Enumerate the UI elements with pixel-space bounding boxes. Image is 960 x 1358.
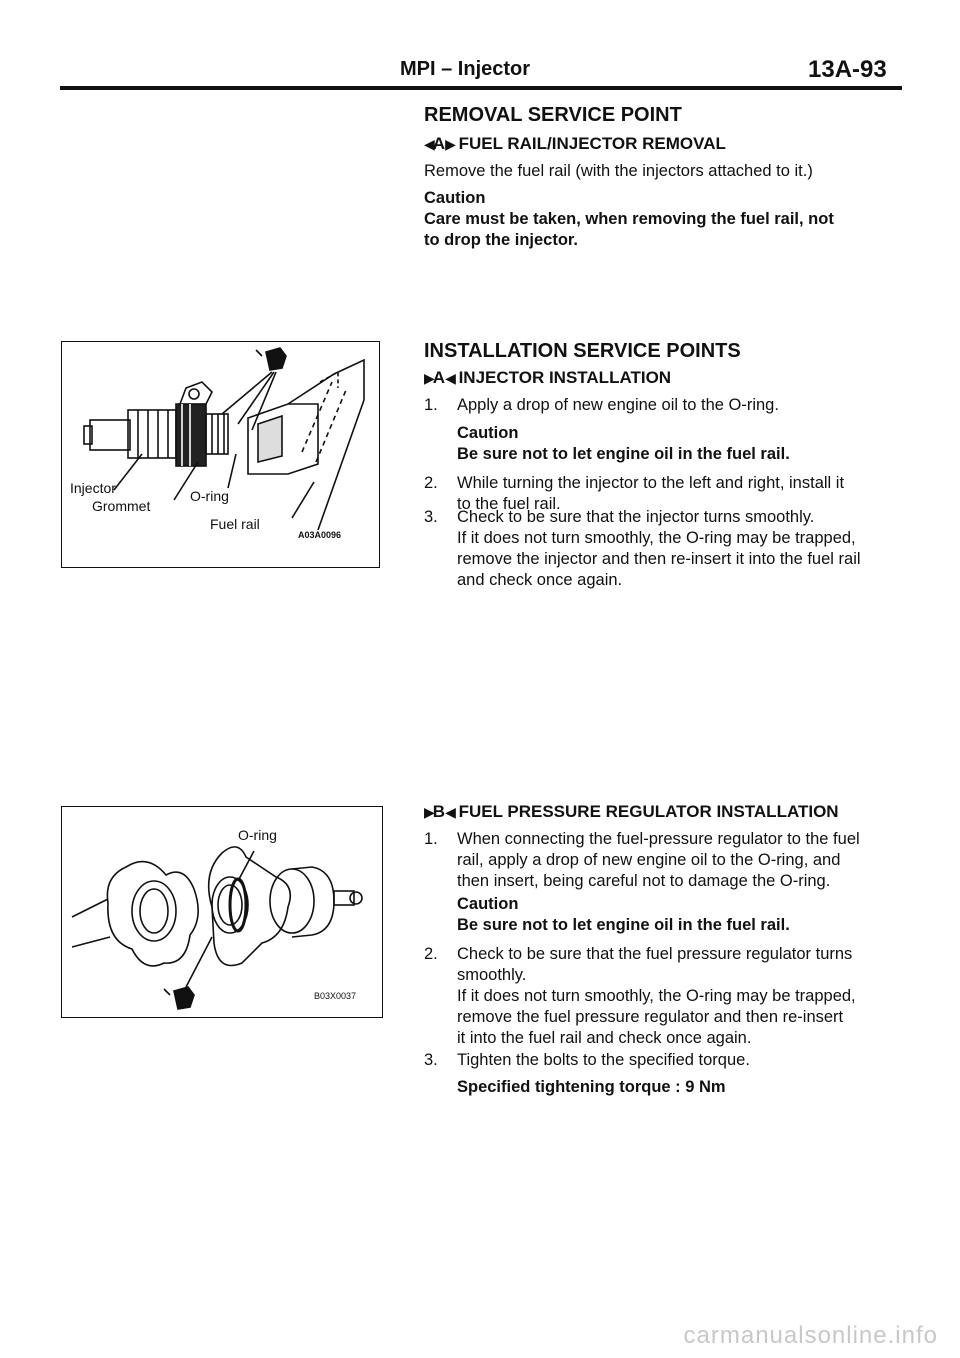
regulator-caution-label: Caution: [457, 895, 519, 913]
o-ring-label: O-ring: [238, 827, 277, 843]
step-line: remove the fuel pressure regulator and then re-insert: [457, 1008, 844, 1026]
removal-sub-label: A: [432, 134, 446, 153]
step-number: 1.: [424, 396, 438, 414]
step-line: If it does not turn smoothly, the O-ring may be trapped,: [457, 987, 856, 1005]
grommet-label: Grommet: [92, 498, 151, 514]
left-triangle-icon: ◀: [445, 804, 454, 820]
step-line: rail, apply a drop of new engine oil to the O-ring, and: [457, 851, 841, 869]
removal-subheading: [424, 134, 726, 154]
step-number: 3.: [424, 1051, 438, 1069]
injector-installation-subheading: [424, 368, 671, 388]
regulator-caution-text: Be sure not to let engine oil in the fuel rail.: [457, 916, 790, 934]
removal-sub-title: FUEL RAIL/INJECTOR REMOVAL: [458, 134, 726, 153]
injector-label: Injector: [70, 480, 116, 496]
left-triangle-icon: ◀: [424, 136, 433, 152]
step-line: While turning the injector to the left and right, install it: [457, 474, 845, 492]
watermark: carmanualsonline.info: [683, 1322, 938, 1349]
step-line: it into the fuel rail and check once again.: [457, 1029, 752, 1047]
step-line: then insert, being careful not to damage the O-ring.: [457, 872, 831, 890]
step-number: 2.: [424, 945, 438, 963]
step-line: When connecting the fuel-pressure regulator to the fuel: [457, 830, 860, 848]
regulator-installation-title: FUEL PRESSURE REGULATOR INSTALLATION: [458, 802, 839, 821]
injector-caution-text: Be sure not to let engine oil in the fuel rail.: [457, 445, 790, 463]
step-number: 3.: [424, 508, 438, 526]
step-line: smoothly.: [457, 966, 527, 984]
step-line: remove the injector and then re-insert it into the fuel rail: [457, 550, 861, 568]
o-ring-label: O-ring: [190, 488, 229, 504]
header-rule: [60, 86, 902, 90]
oil-can-icon: [164, 987, 194, 1009]
injector-installation-label: A: [432, 368, 446, 387]
step-number: 1.: [424, 830, 438, 848]
figure-code: B03X0037: [314, 991, 357, 1001]
page-title: MPI – Injector: [400, 58, 531, 80]
injector-figure: [61, 341, 380, 568]
injector-caution-label: Caution: [457, 424, 519, 442]
page-number: 13A-93: [808, 56, 887, 83]
removal-caution-line-1: Care must be taken, when removing the fuel rail, not: [424, 210, 834, 228]
figure-code: A03A0096: [298, 530, 342, 540]
regulator-illustration: [62, 807, 382, 1017]
step-line: Apply a drop of new engine oil to the O-ring.: [457, 396, 779, 414]
step-line: Tighten the bolts to the specified torque.: [457, 1051, 750, 1069]
step-line: to the fuel rail.: [457, 495, 561, 513]
right-triangle-icon: ▶: [424, 370, 433, 386]
regulator-figure: [61, 806, 383, 1018]
removal-caution-line-2: to drop the injector.: [424, 231, 579, 249]
torque-spec: Specified tightening torque : 9 Nm: [457, 1078, 726, 1096]
step-number: 2.: [424, 474, 438, 492]
oil-can-icon: [256, 348, 286, 370]
right-triangle-icon: ▶: [424, 804, 433, 820]
right-triangle-icon: ▶: [445, 136, 454, 152]
step-line: If it does not turn smoothly, the O-ring may be trapped,: [457, 529, 856, 547]
removal-caution-label: Caution: [424, 189, 486, 207]
regulator-installation-subheading: [424, 802, 839, 822]
removal-text: Remove the fuel rail (with the injectors attached to it.): [424, 162, 813, 180]
step-line: Check to be sure that the injector turns smoothly.: [457, 508, 815, 526]
injector-installation-title: INJECTOR INSTALLATION: [458, 368, 672, 387]
installation-heading: INSTALLATION SERVICE POINTS: [424, 340, 741, 362]
step-line: Check to be sure that the fuel pressure regulator turns: [457, 945, 853, 963]
left-triangle-icon: ◀: [445, 370, 454, 386]
step-line: and check once again.: [457, 571, 623, 589]
removal-heading: REMOVAL SERVICE POINT: [424, 104, 682, 126]
regulator-installation-label: B: [432, 802, 446, 821]
fuel-rail-label: Fuel rail: [210, 516, 260, 532]
